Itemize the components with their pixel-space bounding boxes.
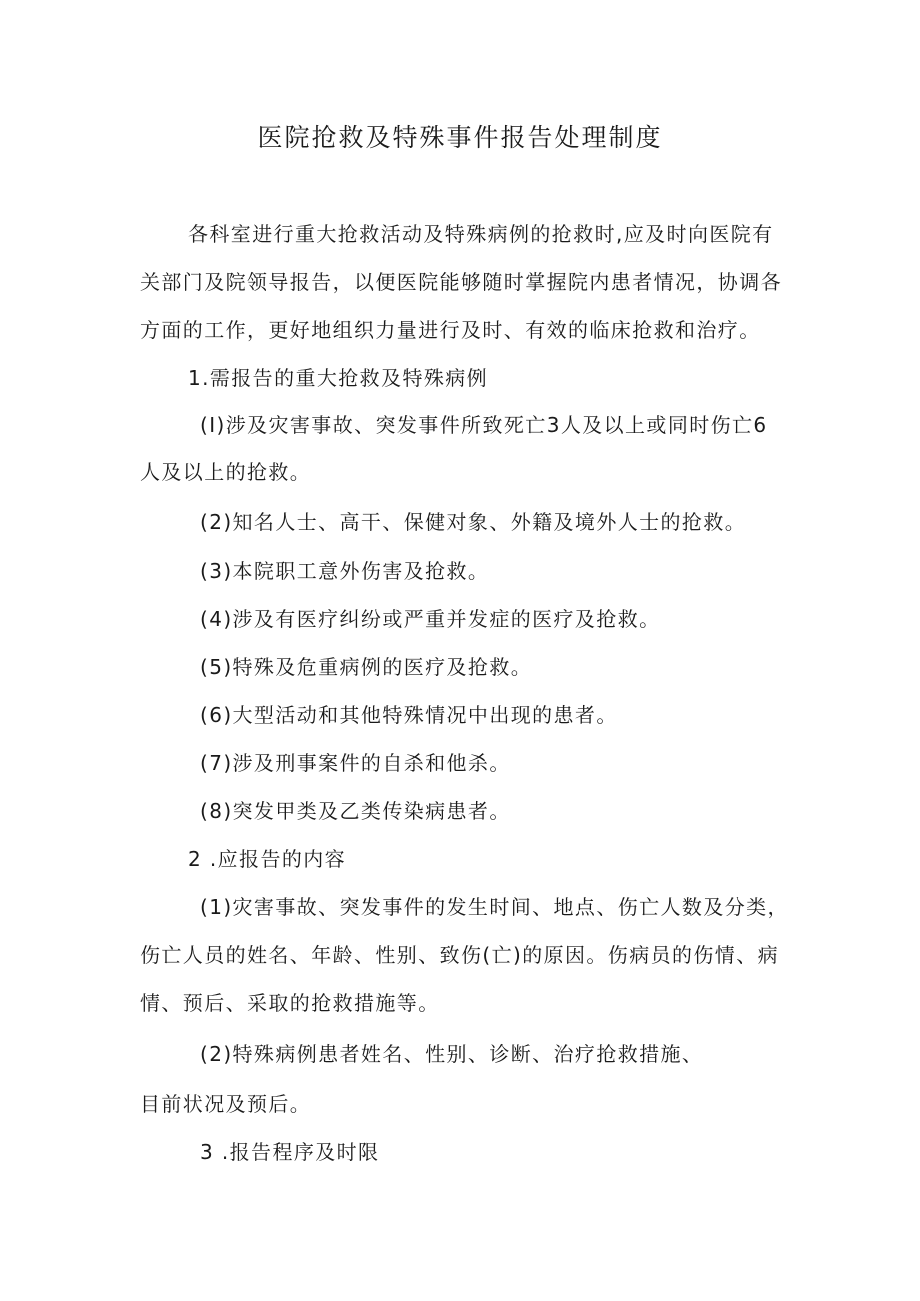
section1-item-6: (6)大型活动和其他特殊情况中出现的患者。 <box>200 703 618 727</box>
section1-item-7: (7)涉及刑事案件的自杀和他杀。 <box>200 751 511 775</box>
section3-heading: 3 .报告程序及时限 <box>200 1140 380 1164</box>
section2-item-1-line-1: (1)灾害事故、突发事件的发生时间、地点、伤亡人数及分类， <box>200 895 789 919</box>
intro-line-1: 各科室进行重大抢救活动及特殊病例的抢救时,应及时向医院有 <box>188 222 774 246</box>
section2-item-1-line-2: 伤亡人员的姓名、年龄、性别、致伤(亡)的原因。伤病员的伤情、病 <box>140 943 780 967</box>
section2-item-2-line-2: 目前状况及预后。 <box>140 1092 312 1116</box>
intro-line-2: 关部门及院领导报告，以便医院能够随时掌握院内患者情况，协调各 <box>140 270 782 294</box>
section1-item-3: (3)本院职工意外伤害及抢救。 <box>200 559 490 583</box>
section2-item-2-line-1: (2)特殊病例患者姓名、性别、诊断、治疗抢救措施、 <box>200 1042 704 1066</box>
section2-item-1-line-3: 情、预后、采取的抢救措施等。 <box>140 991 440 1015</box>
section1-item-1-line-1: (I)涉及灾害事故、突发事件所致死亡3人及以上或同时伤亡6 <box>200 413 768 437</box>
section1-item-5: (5)特殊及危重病例的医疗及抢救。 <box>200 655 533 679</box>
section2-heading: 2 .应报告的内容 <box>188 847 347 871</box>
section1-item-1-line-2: 人及以上的抢救。 <box>140 460 312 484</box>
document-title: 医院抢救及特殊事件报告处理制度 <box>257 123 663 152</box>
section1-item-8: (8)突发甲类及乙类传染病患者。 <box>200 799 511 823</box>
intro-line-3: 方面的工作，更好地组织力量进行及时、有效的临床抢救和治疗。 <box>140 318 761 342</box>
section1-item-2: (2)知名人士、高干、保健对象、外籍及境外人士的抢救。 <box>200 510 747 534</box>
section1-item-4: (4)涉及有医疗纠纷或严重并发症的医疗及抢救。 <box>200 607 661 631</box>
section1-heading: 1.需报告的重大抢救及特殊病例 <box>188 366 489 390</box>
